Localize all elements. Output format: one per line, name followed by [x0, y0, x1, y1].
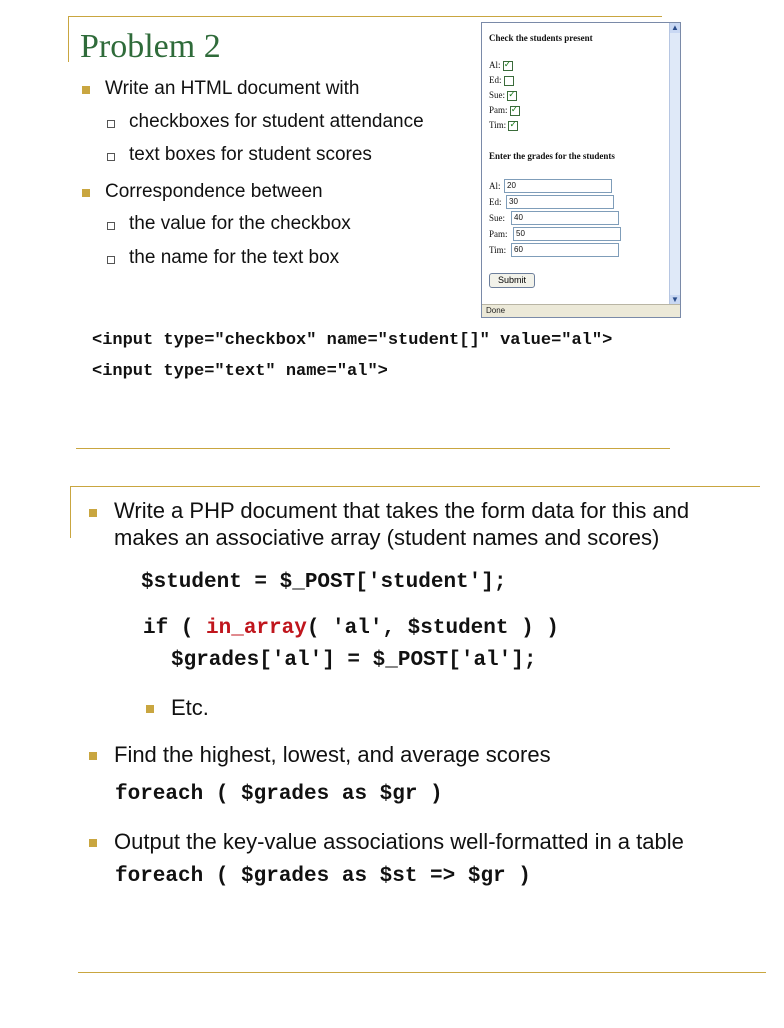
sub-bullet-text: checkboxes for student attendance — [129, 111, 424, 132]
scroll-down-icon[interactable]: ▼ — [671, 295, 679, 304]
bullet-marker — [89, 839, 97, 847]
bullet-marker — [146, 705, 154, 713]
code-line-textbox: <input type="text" name="al"> — [92, 362, 388, 381]
attendance-label: Ed: — [489, 75, 502, 85]
grade-input[interactable]: 60 — [511, 243, 619, 257]
code-text: if ( — [143, 617, 207, 640]
bullet-text: makes an associative array (student names and scores) — [114, 525, 660, 550]
browser-heading-grades: Enter the grades for the students — [489, 151, 615, 161]
attendance-checkbox[interactable] — [508, 121, 518, 131]
scroll-up-icon[interactable]: ▲ — [671, 23, 679, 32]
attendance-label: Pam: — [489, 105, 508, 115]
attendance-checkbox[interactable] — [504, 76, 514, 86]
attendance-row — [489, 105, 520, 116]
bullet-text: Correspondence between — [105, 181, 323, 202]
attendance-row — [489, 120, 518, 131]
slide1-bottom-rule — [76, 448, 670, 449]
vertical-scrollbar[interactable] — [669, 23, 680, 305]
attendance-label: Sue: — [489, 90, 506, 100]
grade-label: Tim: — [489, 245, 507, 255]
sub-bullet-text: the name for the text box — [129, 247, 340, 268]
slide1-top-rule — [68, 16, 662, 17]
attendance-label: Tim: — [489, 120, 507, 130]
sub-bullet-marker — [107, 256, 115, 264]
code-text: ( 'al', $student ) ) — [306, 617, 559, 640]
submit-button[interactable]: Submit — [489, 273, 535, 288]
bullet-text: Find the highest, lowest, and average scores — [114, 742, 551, 767]
attendance-checkbox[interactable] — [507, 91, 517, 101]
sub-bullet-text: text boxes for student scores — [129, 144, 372, 165]
grade-label: Ed: — [489, 197, 502, 207]
slide1-left-rule — [68, 16, 69, 62]
browser-heading-attendance: Check the students present — [489, 33, 593, 43]
sub-bullet-marker — [107, 222, 115, 230]
code-line — [143, 617, 559, 640]
bullet-text: Write an HTML document with — [105, 78, 360, 99]
attendance-row — [489, 60, 513, 71]
attendance-row — [489, 90, 517, 101]
grade-input[interactable]: 50 — [513, 227, 621, 241]
attendance-checkbox[interactable] — [503, 61, 513, 71]
attendance-checkbox[interactable] — [510, 106, 520, 116]
bullet-marker — [82, 86, 90, 94]
attendance-label: Al: — [489, 60, 501, 70]
bullet-marker — [89, 509, 97, 517]
code-line: $student = $_POST['student']; — [141, 571, 507, 594]
bullet-text: Etc. — [171, 695, 209, 720]
slide2-bottom-rule — [78, 972, 766, 973]
bullet-marker — [89, 752, 97, 760]
slide2-left-rule — [70, 486, 71, 538]
slide2-top-rule — [70, 486, 760, 487]
code-line: $grades['al'] = $_POST['al']; — [171, 649, 537, 672]
sub-bullet-text: the value for the checkbox — [129, 213, 351, 234]
status-text: Done — [486, 306, 506, 315]
code-line-checkbox: <input type="checkbox" name="student[]" value="al"> — [92, 331, 613, 350]
bullet-marker — [82, 189, 90, 197]
sub-bullet-marker — [107, 153, 115, 161]
grade-label: Al: — [489, 181, 501, 191]
grade-label: Pam: — [489, 229, 508, 239]
grade-input[interactable]: 40 — [511, 211, 619, 225]
status-bar — [482, 304, 680, 317]
bullet-text: Output the key-value associations well-formatted in a table — [114, 829, 684, 854]
code-line: foreach ( $grades as $st => $gr ) — [115, 865, 531, 888]
grade-label: Sue: — [489, 213, 506, 223]
bullet-text: Write a PHP document that takes the form data for this and — [114, 498, 690, 523]
browser-screenshot — [481, 22, 681, 318]
slide-title: Problem 2 — [80, 28, 221, 65]
attendance-row — [489, 75, 514, 86]
sub-bullet-marker — [107, 120, 115, 128]
code-function: in_array — [206, 617, 307, 640]
grade-input[interactable]: 30 — [506, 195, 614, 209]
code-line: foreach ( $grades as $gr ) — [115, 783, 443, 806]
grade-input[interactable]: 20 — [504, 179, 612, 193]
